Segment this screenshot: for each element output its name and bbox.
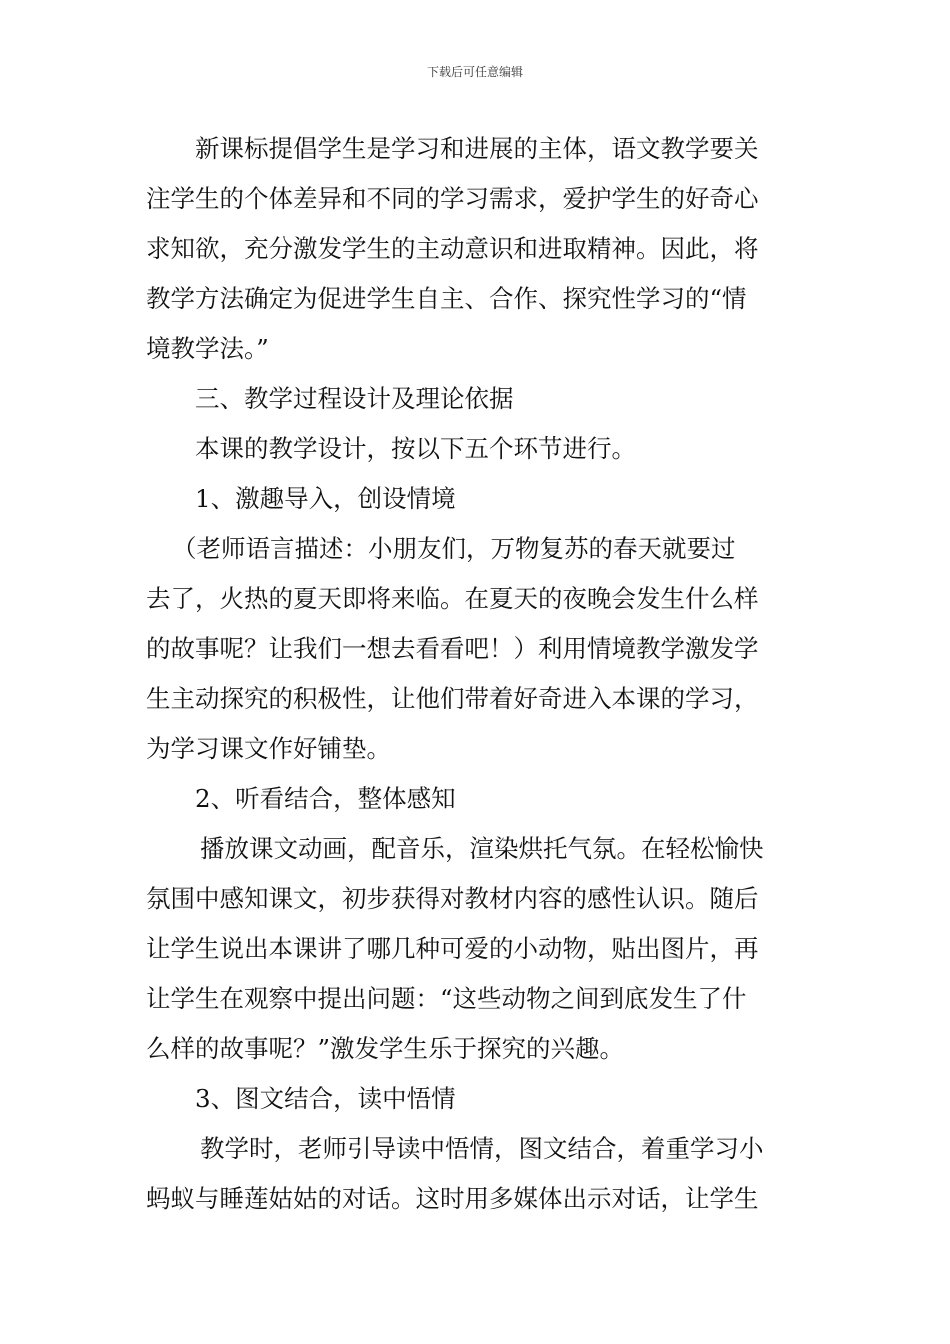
page-header: 下载后可任意编辑	[426, 65, 523, 79]
subsection-heading: 3、图文结合，读中悟情	[195, 1084, 456, 1113]
section-heading: 三、教学过程设计及理论依据	[195, 384, 514, 413]
paragraph-line: 的故事呢？让我们一想去看看吧！）利用情境教学激发学	[146, 634, 759, 663]
paragraph-line: 新课标提倡学生是学习和进展的主体，语文教学要关	[195, 134, 759, 163]
subsection-heading: 2、听看结合，整体感知	[195, 784, 456, 813]
paragraph-line: 生主动探究的积极性，让他们带着好奇进入本课的学习，	[146, 684, 759, 713]
paragraph-line: 氛围中感知课文，初步获得对教材内容的感性认识。随后	[146, 884, 759, 913]
paragraph-line: 境教学法。”	[146, 334, 269, 363]
paragraph-line: 本课的教学设计，按以下五个环节进行。	[195, 434, 636, 463]
paragraph-line: 求知欲，充分激发学生的主动意识和进取精神。因此，将	[146, 234, 759, 263]
paragraph-line: 教学方法确定为促进学生自主、合作、探究性学习的“情	[146, 284, 747, 313]
paragraph-line: 注学生的个体差异和不同的学习需求，爱护学生的好奇心	[146, 184, 759, 213]
paragraph-line: 么样的故事呢？”激发学生乐于探究的兴趣。	[146, 1034, 625, 1063]
paragraph-line: 为学习课文作好铺垫。	[146, 734, 391, 763]
paragraph-line: 让学生说出本课讲了哪几种可爱的小动物，贴出图片，再	[146, 934, 759, 963]
paragraph-line: 教学时，老师引导读中悟情，图文结合，着重学习小	[200, 1134, 764, 1163]
paragraph-line: （老师语言描述：小朋友们，万物复苏的春天就要过	[172, 534, 736, 563]
paragraph-line: 去了，火热的夏天即将来临。在夏天的夜晚会发生什么样	[146, 584, 759, 613]
paragraph-line: 播放课文动画，配音乐，渲染烘托气氛。在轻松愉快	[200, 834, 764, 863]
paragraph-line: 让学生在观察中提出问题：“这些动物之间到底发生了什	[146, 984, 747, 1013]
paragraph-line: 蚂蚁与睡莲姑姑的对话。这时用多媒体出示对话，让学生	[146, 1184, 759, 1213]
subsection-heading: 1、激趣导入，创设情境	[195, 484, 456, 513]
